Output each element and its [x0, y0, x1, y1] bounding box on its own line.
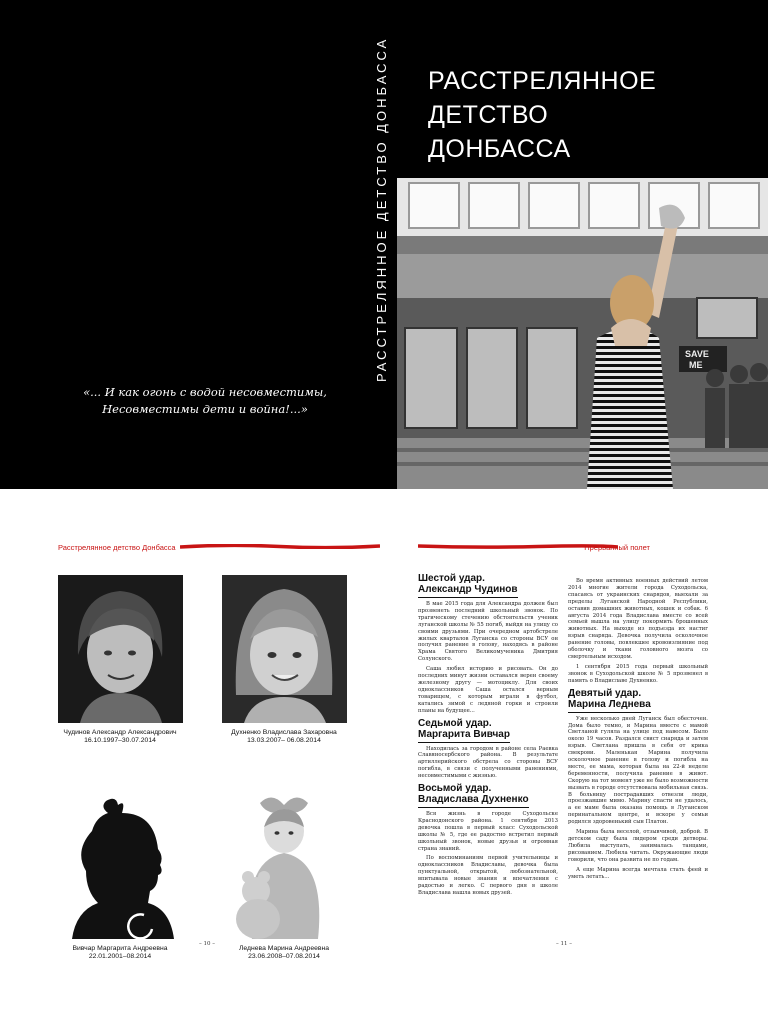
heading-line: Маргарита Вивчар [418, 728, 510, 740]
photo-sign-text-1: SAVE [685, 349, 709, 359]
caption-chudinov [45, 729, 195, 746]
caption-ledneva [209, 945, 359, 962]
cover-title-line-2: ДЕТСТВО [428, 101, 549, 129]
cover-title-line-3: ДОНБАССА [428, 135, 571, 163]
heading-line: Шестой удар. [418, 573, 485, 584]
paragraph: Саша любил историю и рисовать. Он до последних минут жизни оставался верен своему железному другу — мотоциклу. Для своих одноклассников Саша остался верным товарищем, с которым играли в футбол, катались зимой с ледяной горки и строили планы на будущее... [418, 666, 558, 714]
left-page-number: – 10 – [199, 941, 215, 947]
cover-quote-line-2: Несовместимы дети и война!...» [102, 402, 308, 416]
portrait-vivchar-silhouette [58, 791, 183, 939]
right-page-number: – 11 – [556, 941, 572, 947]
right-page-column-2 [568, 575, 708, 883]
caption-name: Леднева Марина Андреевна [238, 945, 330, 952]
cover-spine-text: РАССТРЕЛЯННОЕ ДЕТСТВО ДОНБАССА [374, 36, 389, 382]
paragraph: В мае 2015 года для Александра должен был прозвенеть последний школьный звонок. По трагическому стечению обстоятельств ученик луганской школы № 55 погиб, выйдя на улицу со своими друзьями. При очередном артобстреле жилых кварталов Луганска со стороны ВСУ он получил ранение в голову, находясь в районе Храма Святого Великомученика Дмитрия Солунского. [418, 601, 558, 663]
paragraph: А еще Марина всегда мечтала стать феей и уметь летать... [568, 866, 708, 880]
caption-dates: 23.06.2008–07.08.2014 [248, 953, 320, 961]
red-brush-stroke-left [180, 544, 380, 549]
caption-name: Чудинов Александр Александрович [63, 729, 177, 736]
cover-title [428, 64, 656, 166]
left-running-head: Расстрелянное детство Донбасса [58, 543, 176, 552]
portrait-dukhnenko [222, 575, 347, 723]
caption-dates: 16.10.1997–30.07.2014 [84, 737, 156, 745]
paragraph: 1 сентября 2015 года первый школьный звонок в Суходольской школе № 5 прозвенел в память о Владиславе Духненко. [568, 663, 708, 684]
paragraph: По воспоминаниям первой учительницы и одноклассников Владиславы, девочка была пунктуальной, открытой, любознательной, впитывала новые знания и впечатления с радостью и легко. С первого дня в школе Владислава нашла новых друзей. [418, 855, 558, 896]
heading-line: Владислава Духненко [418, 794, 529, 806]
caption-name: Вивчар Маргарита Андреевна [72, 945, 168, 952]
book-spread [0, 489, 768, 1024]
section-heading-sixth [418, 573, 518, 598]
caption-dukhnenko [209, 729, 359, 746]
section-heading-seventh [418, 718, 510, 743]
cover-photo [397, 178, 768, 489]
cover-quote-line-1: «... И как огонь с водой несовместимы, [83, 385, 327, 399]
heading-line: Александр Чудинов [418, 584, 518, 595]
book-cover [0, 0, 768, 489]
heading-line: Девятый удар. [568, 687, 642, 699]
paragraph: Вся жизнь в городе Суходольске Краснодонского района. 1 сентября 2013 девочка пошла в первый класс Суходольской школы № 5, где ее радостно встретил первый школьный звонок, новые друзья и огромная страна знаний. [418, 811, 558, 852]
paragraph: Находилась за городом в районе села Раевка Славяносербского района. В результате артиллерийского обстрела со стороны ВСУ погибла, в связи с полученными ранениями, несовместимыми с жизнью. [418, 745, 558, 780]
caption-name: Духненко Владислава Захаровна [231, 729, 337, 736]
heading-line: Восьмой удар. [418, 783, 492, 795]
caption-dates: 13.03.2007– 06.08.2014 [247, 737, 321, 745]
heading-line: Марина Леднева [568, 698, 651, 710]
section-heading-eighth [418, 783, 529, 808]
cover-quote [60, 384, 350, 418]
caption-vivchar [45, 945, 195, 962]
portrait-ledneva [222, 791, 347, 939]
paragraph: Уже несколько дней Луганск был обесточен. Дома было темно, и Марина вместе с мамой Светланой гуляла на улице под навесом. Было около 19 часов. Раздался свист снаряда и затем взрыв. Светлана пришла в себя от крика свекрови. Маленькая Марина получила осколочное ранение в голову и погибла на месте, ее мама, которая была на 22-й неделе беременности, получила ранение в живот. Скорую на тот момент уже не было возможности вызвать в городе отсутствовала мобильная связь. В больницу пострадавших отвезли люди, проезжавшие мимо. Марину спасти не удалось, а ее маме была оказана помощь в Луганском перинатальном центре, и вскоре у семьи родился здоровенький сын Платон. [568, 715, 708, 826]
paragraph: Марина была веселой, отзывчивой, доброй. В детском саду была лидером среди детворы. Любила выступать, занималась танцами, рисованием. Любила читать. Окружающие люди говорили, что она развита не по годам. [568, 829, 708, 863]
paragraph: Во время активных военных действий летом 2014 многие жители города Суходольска, спасаясь от украинских снарядов, выехали за пределы Луганской Народной Республики, оставив домашних животных, кошек и собак. 6 августа 2014 года Владислава вместе со всей семьей вышла на улицу покормить брошенных животных. На выходе из подъезда их настиг взрыв снаряда. Девочка получила осколочное ранение головы, повлекшее кровоизлияние под оболочку и ткани головного мозга со смертельным исходом. [568, 578, 708, 660]
caption-dates: 22.01.2001–08.2014 [88, 953, 152, 961]
heading-line: Седьмой удар. [418, 717, 492, 729]
cover-title-line-1: РАССТРЕЛЯННОЕ [428, 67, 657, 95]
section-heading-ninth [568, 688, 651, 713]
right-page-column-1 [418, 573, 558, 900]
school-photo-illustration [397, 178, 768, 489]
right-running-head: Прерванный полет [584, 543, 650, 552]
photo-sign-text-2: ME [689, 360, 703, 370]
portrait-chudinov [58, 575, 183, 723]
